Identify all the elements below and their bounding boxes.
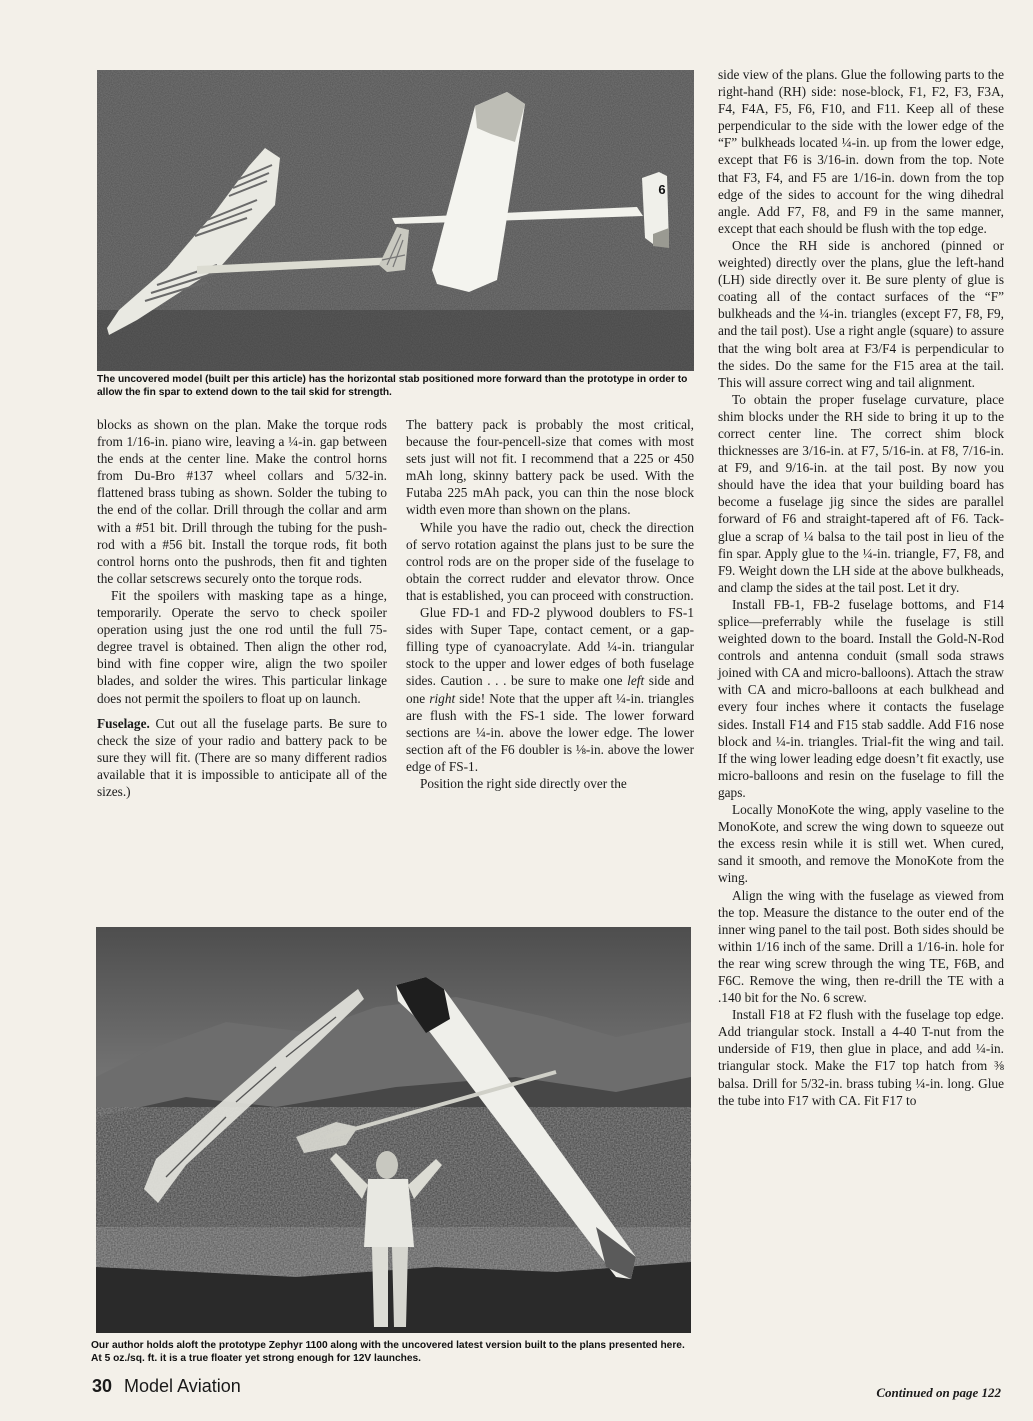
- paragraph: While you have the radio out, check the direction of servo rotation against the plans just to be sure the control rods are on the proper side of the fuselage to obtain the correct rudder and elevator throw. Once that is established, you can proceed with construction.: [406, 519, 694, 603]
- section-heading: Fuselage.: [97, 715, 150, 731]
- paragraph: Fit the spoilers with masking tape as a hinge, temporarily. Operate the servo to check spoiler operation using just the one rod until the full 75-degree travel is obtained. Then align the other rod, bind with fine copper wire, align the two spoiler blades, and solder the wires. This particular linkage does not permit the spoilers to float up on launch.: [97, 587, 387, 706]
- paragraph: The battery pack is probably the most critical, because the four-pencell-size that comes with most sets just will not fit. I recommend that a 225 or 450 mAh long, skinny battery pack be used. With the Futaba 225 mAh pack, you can thin the nose block width even more than shown on the plans.: [406, 417, 694, 518]
- text-run: side! Note that the upper aft ¼-in. triangles are flush with the FS-1 side. The lower forward sections are ¼-in. above the lower edge. The lower section aft of the F6 doubler is ⅛-in. above the lower edge of FS-1.: [406, 690, 695, 774]
- paragraph: Install F18 at F2 flush with the fuselage top edge. Add triangular stock. Install a 4-40 T-nut from the underside of F19, then glue in place, and add ¼-in. triangular stock. Make the F17 top hatch from ⅜ balsa. Drill for 5/32-in. brass tubing ¼-in. long. Glue the tube into F17 with CA. Fit F17 to: [718, 1007, 1004, 1108]
- paragraph: Position the right side directly over the: [420, 775, 627, 791]
- column-middle: [406, 416, 694, 792]
- photo2-caption: Our author holds aloft the prototype Zephyr 1100 along with the uncovered latest version built to the plans presented here. At 5 oz./sq. ft. it is a true floater yet strong enough for 12V launches.: [91, 1340, 685, 1364]
- paragraph-fuselage: [97, 715, 387, 800]
- paragraph: [406, 604, 694, 775]
- magazine-title: Model Aviation: [124, 1376, 241, 1396]
- paragraph-text: Cut out all the fuselage parts. Be sure to check the size of your radio and battery pack to be sure they will fit. (There are so many different radios available that it is impossible to anticipate all of the sizes.): [97, 715, 387, 799]
- photo-uncovered-models: [97, 70, 694, 371]
- column-right: [718, 66, 1004, 1109]
- page-folio: [92, 1376, 241, 1397]
- page-number: 30: [92, 1376, 113, 1396]
- emphasis: left: [627, 673, 645, 689]
- continued-note: Continued on page 122: [876, 1385, 1001, 1400]
- paragraph: Once the RH side is anchored (pinned or weighted) directly over the plans, glue the left-hand (LH) side directly over it. Be sure plenty of glue is coating all of the contact surfaces of the “F” bulkheads and the ¼-in. triangles (except F7, F8, F9, and the tail post). Use a right angle (square) to assure that the wing bolt area at F3/F4 is perpendicular to the sides. Do the same for the F15 area at the tail. This will assure correct wing and tail alignment.: [718, 237, 1004, 390]
- paragraph: blocks as shown on the plan. Make the torque rods from 1/16-in. piano wire, leaving a ¼-in. gap between the ends at the center line. Make the control horns from Du-Bro #137 wheel collars and 5/32-in. flattened brass tubing as shown. Solder the tubing to the end of the collar. Drill through the collar and arm with a #51 bit. Drill through the tubing for the push-rod with a #56 bit. Install the torque rods, fit both control horns onto the pushrods, then fit and tighten the collar setscrews securely onto the torque rods.: [97, 417, 387, 586]
- column-left: [97, 416, 387, 800]
- text-run: Glue FD-1 and FD-2 plywood doublers to FS-1 sides with Super Tape, contact cement, or a gap-filling type of cyanoacrylate. Add ¼-in. triangular stock to the upper and lower edges of both fuselage sides. Caution . . . be sure to make one: [406, 605, 694, 689]
- emphasis: right: [429, 690, 456, 706]
- paragraph: side view of the plans. Glue the following parts to the right-hand (RH) side: nose-block, F1, F2, F3, F3A, F4, F4A, F5, F6, F10, and F11. Keep all of these perpendicular to the side with the lower edge of the “F” bulkheads located ¼-in. up from the lower edge, except that F6 is 3/16-in. down from the top. Note that F3, F4, and F5 are 1/16-in. down from the top edge of the sides to account for the wing dihedral angle. Add F7, F8, and F9 in the same manner, except that each should be flush with the top edge.: [718, 67, 1004, 236]
- paragraph: Align the wing with the fuselage as viewed from the top. Measure the distance to the outer end of the inner wing panel to the tail post. Both sides should be within 1/16 inch of the same. Drill a 1/16-in. hole for the rear wing screw through the wing TE, F6B, and F6C. Remove the wing, then re-drill the TE with a .140 bit for the No. 6 screw.: [718, 887, 1004, 1006]
- paragraph: Locally MonoKote the wing, apply vaseline to the MonoKote, and screw the wing down to squeeze out the excess resin while it is still wet. When cured, sand it smooth, and remove the MonoKote from the wing.: [718, 802, 1004, 886]
- paragraph: Install FB-1, FB-2 fuselage bottoms, and F14 splice—preferrably while the fuselage is still weighted down to the board. Install the Gold-N-Rod controls and antenna conduit (small soda straws joined with CA and micro-balloons). Attach the straw with CA and micro-balloons at each bulkhead and every four inches where it contacts the fuselage sides. Install F14 and F15 stab saddle. Add F16 nose block and ¼-in. triangles. Trial-fit the wing and tail. If the wing lower leading edge doesn’t fit exactly, use micro-balloons and resin on the fuselage to fill the gaps.: [718, 596, 1004, 800]
- text-run: side and one: [406, 673, 694, 706]
- paragraph: To obtain the proper fuselage curvature, place shim blocks under the RH side to bring it up to the correct center line. The correct shim block thicknesses are 3/16-in. at F7, 5/16-in. at F8, 7/16-in. at F9, and 9/16-in. at the tail post. By now you should have the idea that your building board has become a fuselage jig since the sides are parallel forward of F6 and straight-tapered aft of F6. Tack-glue a scrap of ¼ balsa to the tail post in lieu of the fin spar. Apply glue to the ¼-in. triangle, F7, F8, and F9. Weight down the LH side at the above bulkheads, and clamp the sides at the tail post. Let it dry.: [718, 391, 1004, 595]
- photo-author-with-models: [96, 927, 691, 1333]
- photo1-caption: The uncovered model (built per this article) has the horizontal stab positioned more forward than the prototype in order to allow the fin spar to extend down to the tail skid for strength.: [97, 374, 688, 398]
- tail-number: 6: [658, 182, 666, 197]
